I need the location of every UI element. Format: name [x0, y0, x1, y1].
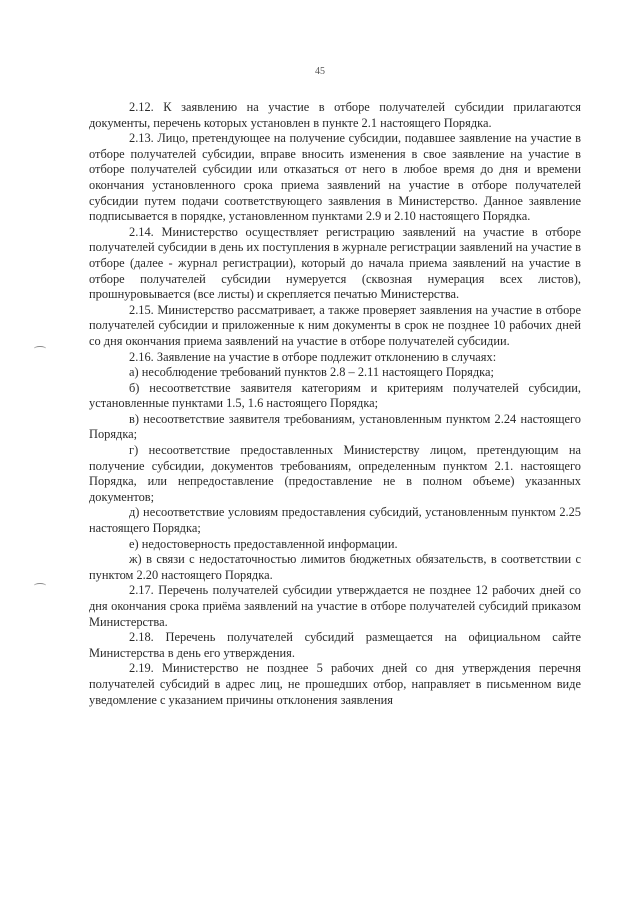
paragraph-2-18: 2.18. Перечень получателей субсидий размещается на официальном сайте Министерства в день его утверждения.	[89, 630, 581, 660]
list-item-e: е) недостоверность предоставленной информации.	[129, 536, 398, 551]
paragraph-2-16: 2.16. Заявление на участие в отборе подлежит отклонению в случаях:	[129, 349, 497, 364]
paragraph-2-14: 2.14. Министерство осуществляет регистрацию заявлений на участие в отборе получателей субсидии в день их поступления в журнале регистрации заявлений на участие в отборе (далее - журнал регистрации), который до начала приема заявлений на участие в отборе получателей субсидии нумеруется (сквозная нумерация всех листов), прошнуровывается (все листы) и скрепляется печатью Министерства.	[89, 224, 581, 302]
punch-hole-mark	[34, 346, 46, 351]
list-item-d: д) несоответствие условиям предоставления субсидий, установленным пунктом 2.25 настоящего Порядка;	[89, 505, 581, 536]
paragraph-2-17: 2.17. Перечень получателей субсидии утверждается не позднее 12 рабочих дней со дня окончания срока приёма заявлений на участие в отборе получателей субсидий приказом Министерства.	[89, 583, 581, 629]
document-body	[89, 100, 581, 708]
list-item-zh: ж) в связи с недостаточностью лимитов бюджетных обязательств, в соответствии с пунктом 2.20 настоящего Порядка.	[89, 552, 581, 582]
paragraph-2-19: 2.19. Министерство не позднее 5 рабочих дней со дня утверждения перечня получателей субсидий в адрес лиц, не прошедших отбор, направляет в письменном виде уведомление с указанием причины отклонения заявления	[89, 661, 581, 707]
list-item-v: в) несоответствие заявителя требованиям, установленным пунктом 2.24 настоящего Порядка;	[89, 411, 581, 442]
list-item-a: а) несоблюдение требований пунктов 2.8 – 2.11 настоящего Порядка;	[129, 365, 494, 380]
paragraph-2-12: 2.12. К заявлению на участие в отборе получателей субсидии прилагаются документы, перечень которых установлен в пункте 2.1 настоящего Порядка.	[89, 100, 581, 130]
punch-hole-mark	[34, 583, 46, 588]
list-item-g: г) несоответствие предоставленных Министерству лицом, претендующим на получение субсидии, документов требованиям, определенным пунктом 2.1. настоящего Порядка, или непредоставление (предоставление не в полном объеме) указанных документов;	[89, 443, 581, 504]
page-number: 45	[315, 66, 325, 77]
paragraph-2-15: 2.15. Министерство рассматривает, а также проверяет заявления на участие в отборе получателей субсидии и приложенные к ним документы в срок не позднее 10 рабочих дней со дня окончания приема заявлений на участие в отборе получателей субсидии.	[89, 302, 581, 348]
paragraph-2-13: 2.13. Лицо, претендующее на получение субсидии, подавшее заявление на участие в отборе получателей субсидии, вправе вносить изменения в свое заявление на участие в отборе получателей субсидии или отказаться от него в любое время до дня и времени окончания установленного срока приема заявлений на участие в отборе получателей субсидии путем подачи соответствующего заявления в Министерство. Данное заявление подписывается в порядке, установленном пунктами 2.9 и 2.10 настоящего Порядка.	[89, 131, 581, 224]
list-item-b: б) несоответствие заявителя категориям и критериям получателей субсидии, установленные пунктами 1.5, 1.6 настоящего Порядка;	[89, 380, 581, 411]
